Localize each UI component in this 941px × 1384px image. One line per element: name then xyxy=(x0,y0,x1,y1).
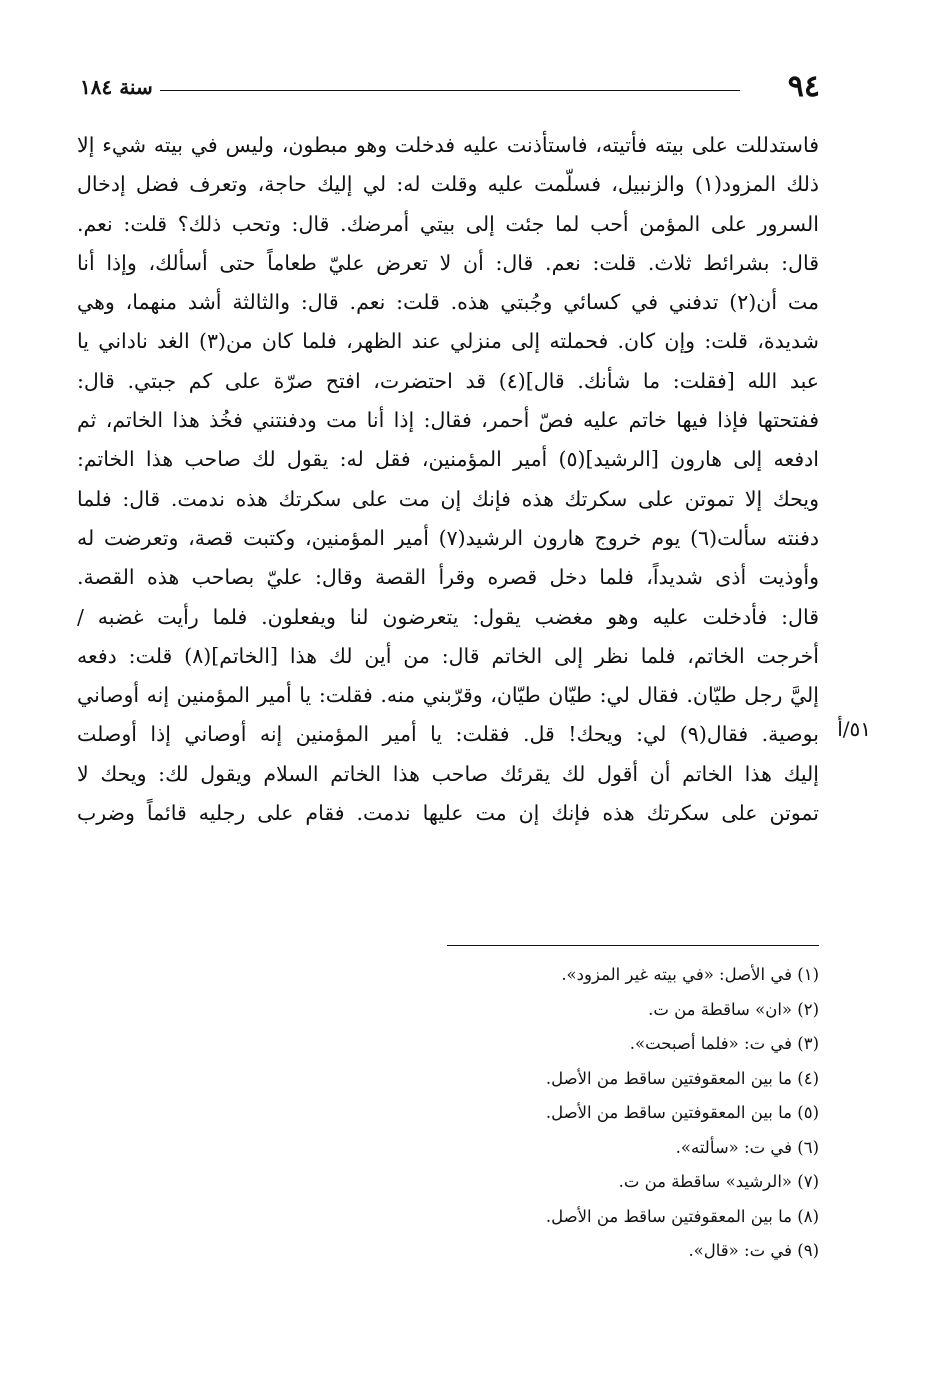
text-line: إليَّ رجل طيّان. فقال لي: طيّان طيّان، وقرّبني منه. فقلت: يا أمير المؤمنين إنه أوصاني xyxy=(77,683,819,708)
text-line: دفنته سألت(٦) يوم خروج هارون الرشيد(٧) أمير المؤمنين، وكتبت قصة، وتعرضت له xyxy=(77,525,819,550)
footnote: (٥) ما بين المعقوفتين ساقط من الأصل. xyxy=(545,1103,819,1122)
footnote: (٧) «الرشيد» ساقطة من ت. xyxy=(618,1172,819,1191)
text-line: السرور على المؤمن أحب لما جئت إلى بيتي أمرضك. قال: وتحب ذلك؟ قلت: نعم. xyxy=(77,211,819,236)
footnote: (٩) في ت: «قال». xyxy=(688,1241,819,1260)
footnote: (٢) «ان» ساقطة من ت. xyxy=(648,999,819,1019)
text-line: فاستدللت على بيته فأتيته، فاستأذنت عليه فدخلت وهو مبطون، وليس في بيته شيء إلا xyxy=(77,133,819,157)
footnote: (١) في الأصل: «في بيته غير المزود». xyxy=(561,965,819,984)
text-line: ففتحتها فإذا فيها خاتم عليه فصّ أحمر، فقال: إذا أنا مت ودفنتني فخُذ هذا الخاتم، ثم xyxy=(77,408,819,433)
page-header xyxy=(80,70,820,104)
footnote: (٨) ما بين المعقوفتين ساقط من الأصل. xyxy=(545,1206,819,1226)
footnote-rule xyxy=(447,945,819,946)
text-line: إليك هذا الخاتم أن أقول لك يقرئك صاحب هذا الخاتم السلام ويقول لك: ويحك لا xyxy=(77,761,819,786)
text-line: قال: بشرائط ثلاث. قلت: نعم. قال: أن لا تعرض عليّ طعاماً حتى أسألك، وإذا أنا xyxy=(77,250,819,275)
text-line: تموتن على سكرتك هذه فإنك إن مت عليها ندمت. فقام على رجليه قائماً وضرب xyxy=(77,801,819,826)
text-line: ادفعه إلى هارون [الرشيد](٥) أمير المؤمنين، فقل له: يقول لك صاحب هذا الخاتم: xyxy=(77,447,819,472)
text-line: مت أن(٢) تدفني في كسائي وجُبتي هذه. قلت: نعم. قال: والثالثة أشد منهما، وهي xyxy=(77,290,819,315)
main-text xyxy=(77,126,819,833)
footnote: (٣) في ت: «فلما أصبحت». xyxy=(629,1034,819,1053)
page-number: ٩٤ xyxy=(787,69,820,104)
text-line: قال: فأدخلت عليه وهو مغضب يقول: يتعرضون لنا ويفعلون. فلما رأيت غضبه / xyxy=(77,604,819,629)
text-line: شديدة، قلت: وإن كان. فحملته إلى منزلي عند الظهر، فلما كان من(٣) الغد ناداني يا xyxy=(77,329,819,354)
text-line: عبد الله [فقلت: ما شأنك. قال](٤) قد احتضرت، افتح صرّة على كم جبتي. قال: xyxy=(77,368,819,393)
footnote: (٦) في ت: «سألته». xyxy=(675,1137,819,1157)
manuscript-folio-marker: ٥١/أ xyxy=(837,717,871,741)
footnote: (٤) ما بين المعقوفتين ساقط من الأصل. xyxy=(545,1068,819,1088)
text-line: وأوذيت أذى شديداً، فلما دخل قصره وقرأ القصة وقال: عليّ بصاحب هذه القصة. xyxy=(77,565,819,590)
running-head: سنة ١٨٤ xyxy=(80,75,153,99)
text-line: بوصية. فقال(٩) لي: ويحك! قل. فقلت: يا أمير المؤمنين إنه أوصاني إذا أوصلت xyxy=(77,722,819,747)
text-line: ذلك المزود(١) والزنبيل، فسلّمت عليه وقلت له: لي إليك حاجة، وتعرف فضل إدخال xyxy=(77,172,819,197)
header-rule xyxy=(160,90,740,91)
text-line: ويحك إلا تموتن على سكرتك هذه فإنك إن مت على سكرتك هذه ندمت. قال: فلما xyxy=(77,486,819,511)
footnotes xyxy=(219,958,819,1269)
text-line: أخرجت الخاتم، فلما نظر إلى الخاتم قال: من أين لك هذا [الخاتم](٨) قلت: دفعه xyxy=(77,643,819,668)
